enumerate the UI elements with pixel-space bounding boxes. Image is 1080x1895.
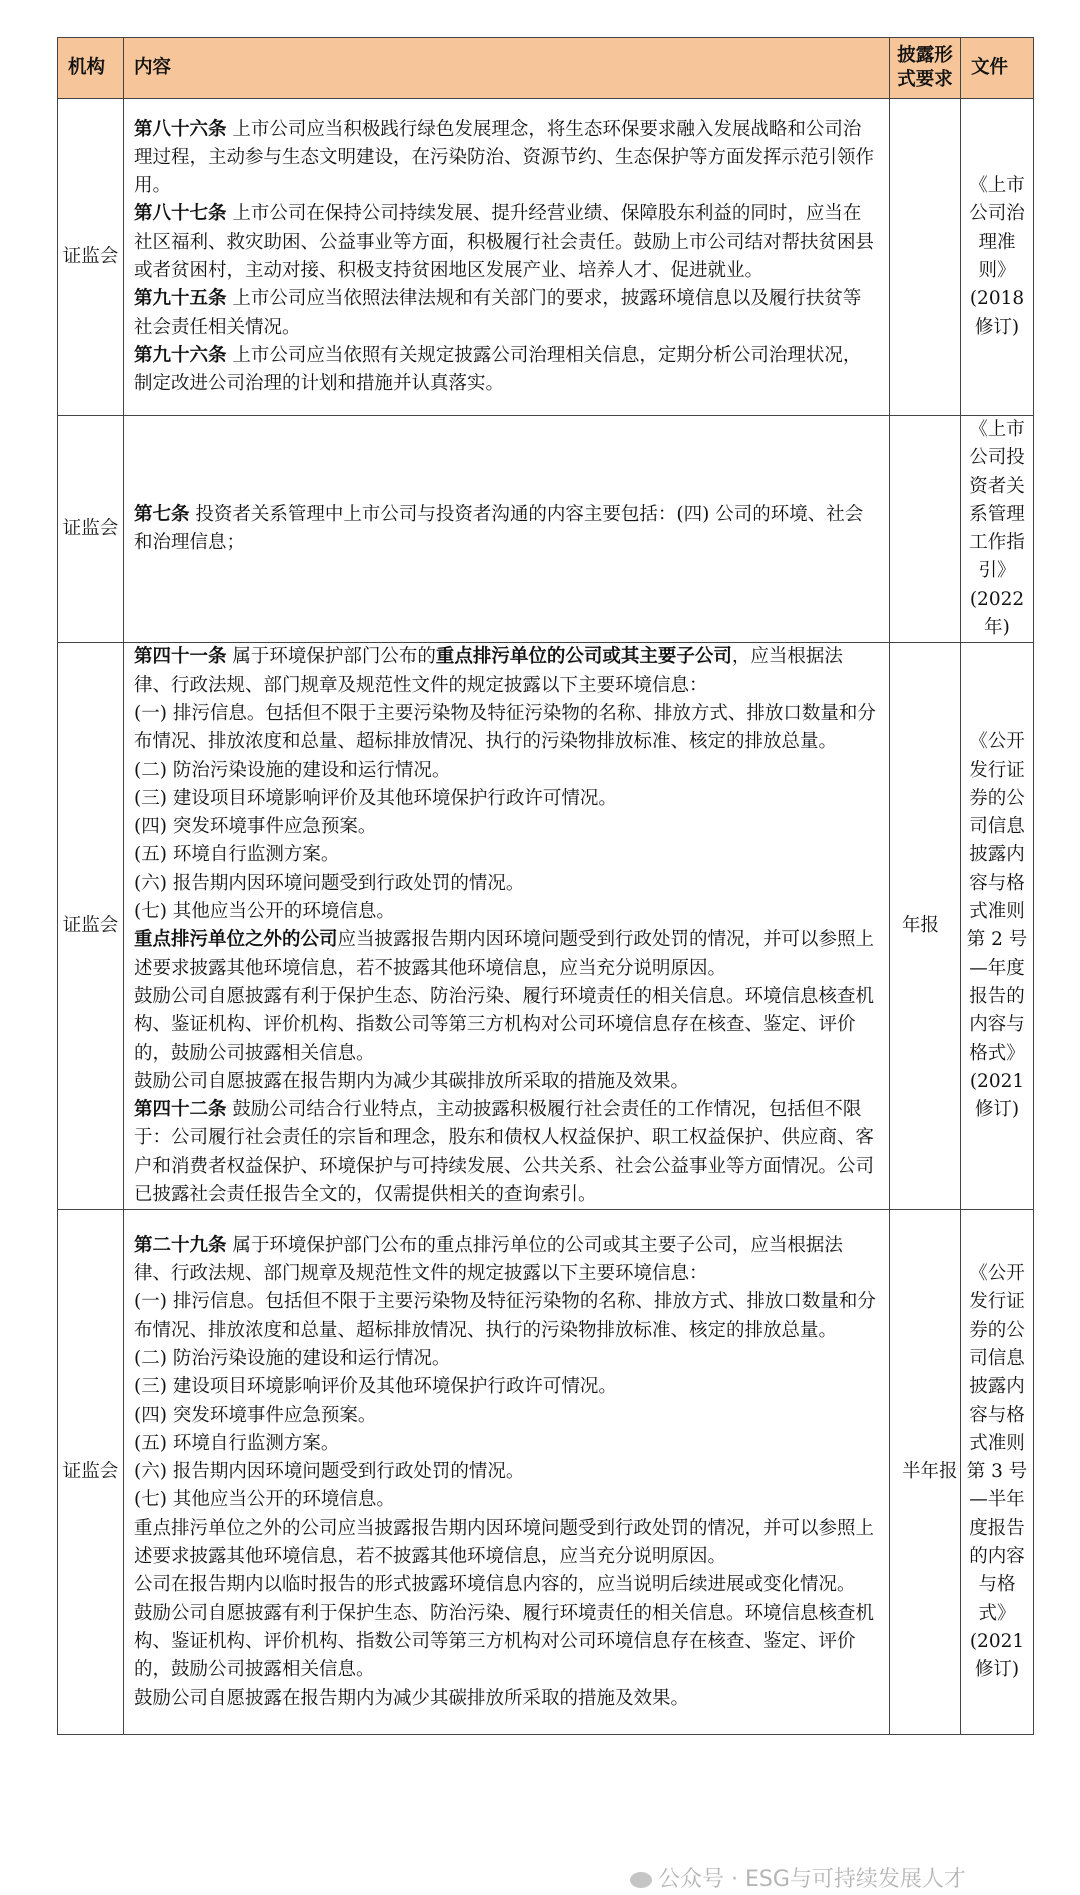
- clause-title: 重点排污单位之外的公司: [134, 929, 338, 951]
- clause-text: (四) 突发环境事件应急预案。: [134, 1404, 377, 1426]
- clause-title: 第四十一条: [134, 646, 227, 668]
- clause-text: 投资者关系管理中上市公司与投资者沟通的内容主要包括：(四) 公司的环境、社会和治理信息；: [134, 503, 864, 554]
- clause-text: 鼓励公司自愿披露在报告期内为减少其碳排放所采取的措施及效果。: [134, 1070, 690, 1092]
- watermark: [630, 1862, 966, 1893]
- form-cell: 半年报: [890, 1210, 961, 1735]
- watermark-text: 公众号 · ESG与可持续发展人才: [658, 1867, 966, 1892]
- file-cell: 《上市公司治理准则》(2018修订): [961, 99, 1034, 416]
- clause-paragraph: [134, 1402, 879, 1430]
- clause-text: 鼓励公司自愿披露在报告期内为减少其碳排放所采取的措施及效果。: [134, 1687, 690, 1709]
- org-cell: 证监会: [58, 643, 124, 1210]
- clause-paragraph: [134, 785, 879, 813]
- clause-text: 鼓励公司自愿披露有利于保护生态、防治污染、履行环境责任的相关信息。环境信息核查机构、鉴证机构、评价机构、指数公司等第三方机构对公司环境信息存在核查、鉴定、评价的，鼓励公司披露相关信息。: [134, 1602, 875, 1681]
- clause-text: (五) 环境自行监测方案。: [134, 1432, 340, 1454]
- clause-title: 第八十七条: [134, 203, 227, 225]
- content-cell: [124, 643, 890, 1210]
- clause-paragraph: [134, 898, 879, 926]
- clause-paragraph: [134, 1515, 879, 1572]
- clause-paragraph: [134, 116, 879, 201]
- clause-text: 重点排污单位之外的公司应当披露报告期内因环境问题受到行政处罚的情况，并可以参照上述要求披露其他环境信息，若不披露其他环境信息，应当充分说明原因。: [134, 1517, 875, 1568]
- clause-text: 上市公司在保持公司持续发展、提升经营业绩、保障股东利益的同时，应当在社区福利、救灾助困、公益事业等方面，积极履行社会责任。鼓励上市公司结对帮扶贫困县或者贫困村，主动对接、积极支持贫困地区发展产业、培养人才、促进就业。: [134, 203, 875, 281]
- clause-text: (五) 环境自行监测方案。: [134, 844, 340, 866]
- content-cell: [124, 416, 890, 643]
- clause-paragraph: [134, 1096, 879, 1209]
- org-cell: 证监会: [58, 416, 124, 643]
- clause-paragraph: [134, 1458, 879, 1486]
- clause-text: 应当披露报告期内因环境问题受到行政处罚的情况，并可以参照上述要求披露其他环境信息，若不披露其他环境信息，应当充分说明原因。: [134, 929, 875, 979]
- clause-text: (一) 排污信息。包括但不限于主要污染物及特征污染物的名称、排放方式、排放口数量和分布情况、排放浓度和总量、超标排放情况、执行的污染物排放标准、核定的排放总量。: [134, 702, 876, 753]
- clause-paragraph: [134, 926, 879, 983]
- table-row: [58, 1210, 1034, 1735]
- table-header: [58, 38, 1034, 99]
- form-cell: 年报: [890, 643, 961, 1210]
- clause-paragraph: [134, 1232, 879, 1289]
- clause-text: (六) 报告期内因环境问题受到行政处罚的情况。: [134, 1461, 525, 1483]
- content-cell: [124, 99, 890, 416]
- clause-text: 鼓励公司自愿披露有利于保护生态、防治污染、履行环境责任的相关信息。环境信息核查机构、鉴证机构、评价机构、指数公司等第三方机构对公司环境信息存在核查、鉴定、评价的，鼓励公司披露相关信息。: [134, 985, 875, 1064]
- clause-text: (七) 其他应当公开的环境信息。: [134, 901, 395, 923]
- clause-text: (三) 建设项目环境影响评价及其他环境保护行政许可情况。: [134, 787, 617, 809]
- clause-text: 公司在报告期内以临时报告的形式披露环境信息内容的，应当说明后续进展或变化情况。: [134, 1574, 856, 1596]
- clause-text: 上市公司应当依照法律法规和有关部门的要求，披露环境信息以及履行扶贫等社会责任相关情况。: [134, 288, 862, 338]
- clause-paragraph: [134, 1345, 879, 1373]
- form-cell: [890, 99, 961, 416]
- clause-title: 第七条: [134, 503, 190, 525]
- clause-paragraph: [134, 983, 879, 1068]
- clause-paragraph: [134, 285, 879, 342]
- clause-text: 属于环境保护部门公布的重点排污单位的公司或其主要子公司，应当根据法律、行政法规、部门规章及规范性文件的规定披露以下主要环境信息：: [134, 1234, 843, 1285]
- org-cell: 证监会: [58, 1210, 124, 1735]
- clause-text: 鼓励公司结合行业特点，主动披露积极履行社会责任的工作情况，包括但不限于：公司履行社会责任的宗旨和理念，股东和债权人权益保护、职工权益保护、供应商、客户和消费者权益保护、环境保护与可持续发展、公共关系、社会公益事业等方面情况。公司已披露社会责任报告全文的，仅需提供相关的查询索引。: [134, 1099, 875, 1206]
- content-cell: [124, 1210, 890, 1735]
- clause-paragraph: [134, 1685, 879, 1713]
- table-row: [58, 416, 1034, 643]
- clause-text: (一) 排污信息。包括但不限于主要污染物及特征污染物的名称、排放方式、排放口数量和分布情况、排放浓度和总量、超标排放情况、执行的污染物排放标准、核定的排放总量。: [134, 1291, 876, 1341]
- clause-text: 属于环境保护部门公布的: [226, 646, 436, 668]
- file-cell: 《公开发行证券的公司信息披露内容与格式准则第 2 号—年度报告的内容与格式》(2021 修订): [961, 643, 1034, 1210]
- clause-title: 第九十五条: [134, 288, 227, 310]
- clause-paragraph: [134, 1600, 879, 1685]
- clause-text: (二) 防治污染设施的建设和运行情况。: [134, 1347, 451, 1369]
- wechat-icon: [630, 1872, 652, 1888]
- header-org: 机构: [58, 38, 124, 99]
- clause-title: 第八十六条: [134, 118, 227, 140]
- clause-paragraph: [134, 813, 879, 841]
- regulation-table: [57, 37, 1034, 1735]
- clause-text: 上市公司应当依照有关规定披露公司治理相关信息，定期分析公司治理状况，制定改进公司治理的计划和措施并认真落实。: [134, 344, 862, 395]
- clause-paragraph: [134, 1373, 879, 1401]
- clause-text: (二) 防治污染设施的建设和运行情况。: [134, 759, 451, 781]
- clause-text: (六) 报告期内因环境问题受到行政处罚的情况。: [134, 872, 525, 894]
- clause-text: ，应当根据法律、行政法规、部门规章及规范性文件的规定披露以下主要环境信息：: [134, 646, 843, 696]
- file-cell: 《上市公司投资者关系管理工作指引》(2022年): [961, 416, 1034, 643]
- clause-paragraph: [134, 1571, 879, 1599]
- clause-paragraph: [134, 501, 879, 558]
- clause-paragraph: [134, 1068, 879, 1096]
- org-cell: 证监会: [58, 99, 124, 416]
- clause-title: 第四十二条: [134, 1099, 227, 1121]
- table-row: [58, 643, 1034, 1210]
- clause-title: 重点排污单位的公司或其主要子公司: [435, 646, 732, 668]
- clause-paragraph: [134, 200, 879, 285]
- clause-paragraph: [134, 1486, 879, 1514]
- clause-text: (四) 突发环境事件应急预案。: [134, 816, 377, 838]
- form-cell: [890, 416, 961, 643]
- clause-title: 第二十九条: [134, 1234, 227, 1256]
- header-form: 披露形式要求: [890, 38, 961, 99]
- clause-paragraph: [134, 643, 879, 700]
- header-file: 文件: [961, 38, 1034, 99]
- header-content: 内容: [124, 38, 890, 99]
- clause-paragraph: [134, 841, 879, 869]
- clause-paragraph: [134, 342, 879, 399]
- clause-text: 上市公司应当积极践行绿色发展理念，将生态环保要求融入发展战略和公司治理过程，主动参与生态文明建设，在污染防治、资源节约、生态保护等方面发挥示范引领作用。: [134, 118, 875, 197]
- clause-paragraph: [134, 757, 879, 785]
- table-row: [58, 99, 1034, 416]
- clause-text: (七) 其他应当公开的环境信息。: [134, 1489, 395, 1511]
- clause-paragraph: [134, 1430, 879, 1458]
- clause-paragraph: [134, 700, 879, 757]
- clause-text: (三) 建设项目环境影响评价及其他环境保护行政许可情况。: [134, 1376, 617, 1398]
- clause-paragraph: [134, 1288, 879, 1345]
- file-cell: 《公开发行证券的公司信息披露内容与格式准则第 3 号—半年度报告的内容与格式》(2021修订): [961, 1210, 1034, 1735]
- clause-paragraph: [134, 870, 879, 898]
- clause-title: 第九十六条: [134, 344, 227, 366]
